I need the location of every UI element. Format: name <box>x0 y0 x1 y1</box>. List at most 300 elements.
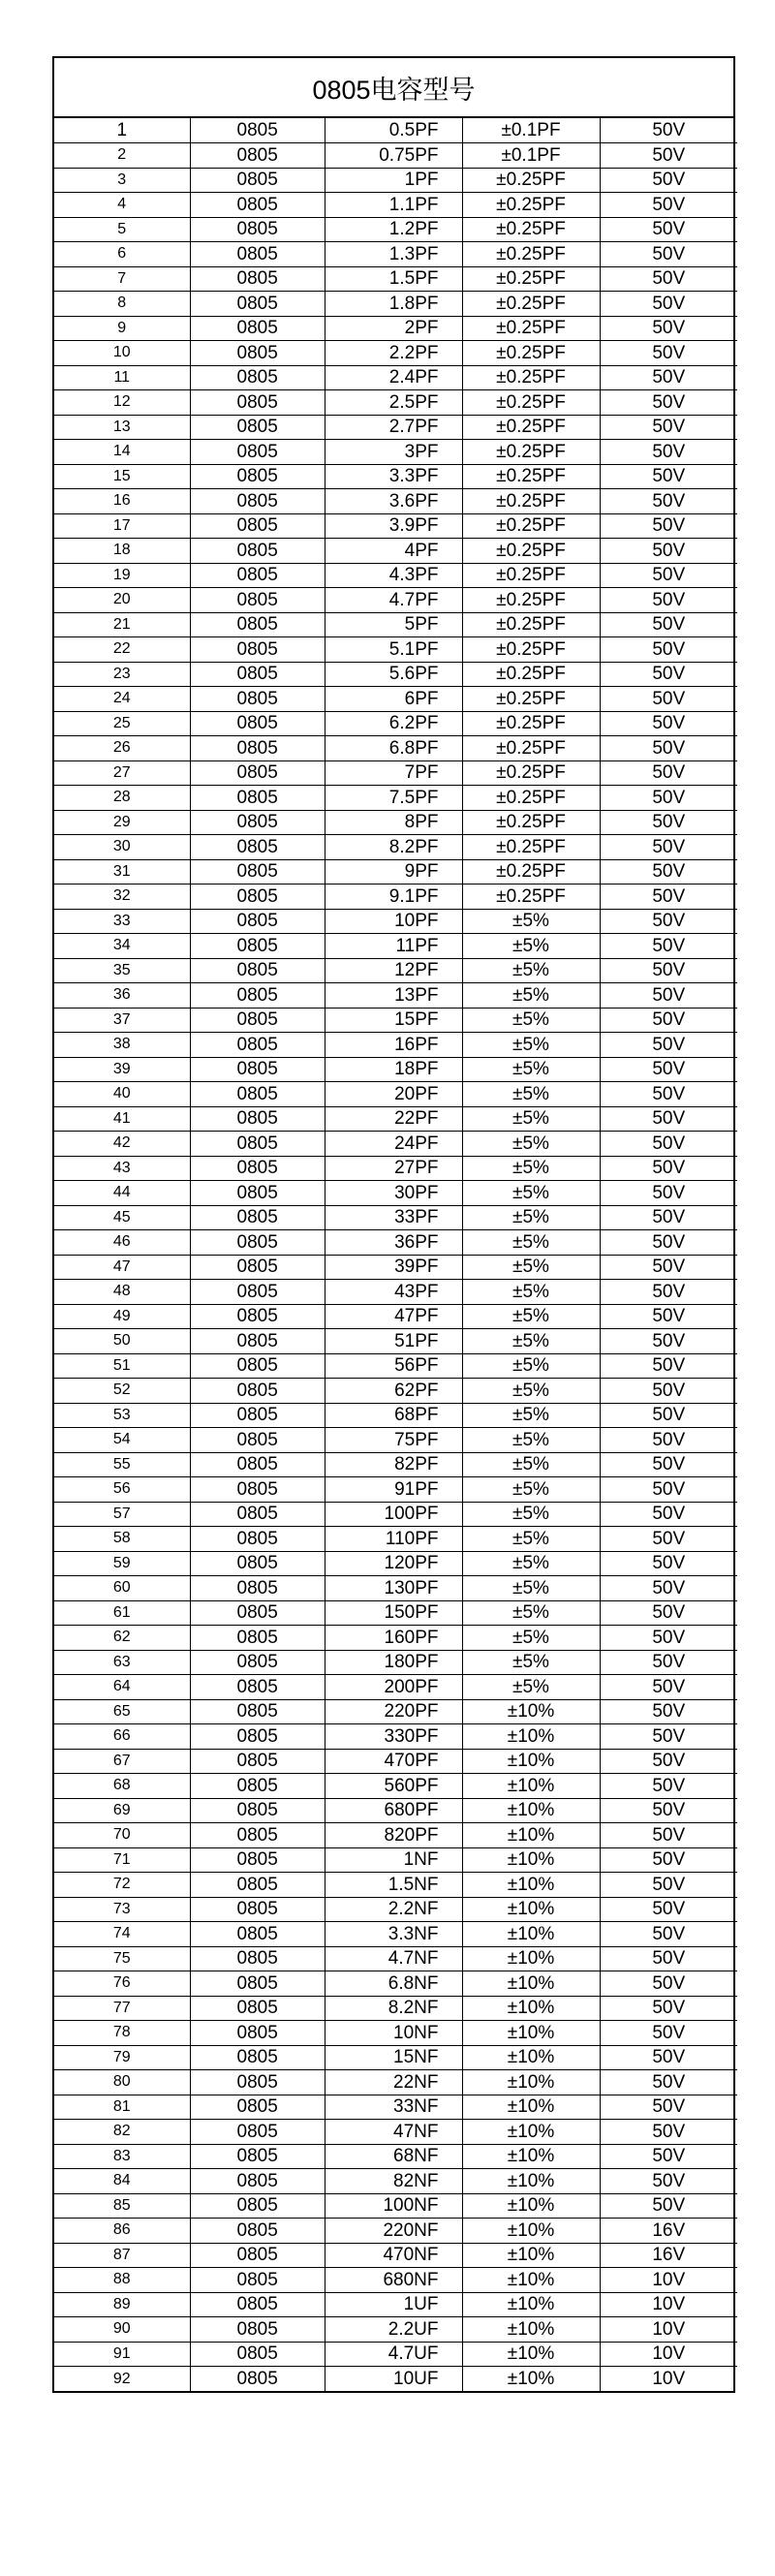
row-number: 21 <box>54 612 190 637</box>
table-row <box>54 2193 737 2219</box>
table-row <box>54 563 737 588</box>
capacitance-value: 39PF <box>325 1255 462 1280</box>
capacitance-value: 680PF <box>325 1798 462 1823</box>
capacitance-value: 4.7UF <box>325 2342 462 2367</box>
voltage-rating: 50V <box>600 934 737 959</box>
row-number: 6 <box>54 242 190 267</box>
capacitance-value: 3.3NF <box>325 1922 462 1947</box>
tolerance-value: ±0.25PF <box>462 316 600 341</box>
package-size: 0805 <box>190 118 325 143</box>
voltage-rating: 16V <box>600 2219 737 2244</box>
capacitance-value: 16PF <box>325 1033 462 1058</box>
row-number: 37 <box>54 1008 190 1033</box>
tolerance-value: ±0.25PF <box>462 440 600 465</box>
package-size: 0805 <box>190 662 325 687</box>
package-size: 0805 <box>190 1379 325 1404</box>
capacitance-value: 10UF <box>325 2367 462 2392</box>
capacitance-value: 1.3PF <box>325 242 462 267</box>
capacitor-table <box>54 118 737 2391</box>
tolerance-value: ±0.25PF <box>462 266 600 292</box>
capacitance-value: 20PF <box>325 1082 462 1107</box>
table-row <box>54 1873 737 1898</box>
capacitance-value: 2.4PF <box>325 365 462 390</box>
capacitance-value: 3.6PF <box>325 489 462 514</box>
table-row <box>54 1699 737 1724</box>
row-number: 64 <box>54 1675 190 1700</box>
table-row <box>54 612 737 637</box>
voltage-rating: 50V <box>600 1156 737 1181</box>
tolerance-value: ±0.25PF <box>462 637 600 663</box>
capacitance-value: 3.9PF <box>325 513 462 539</box>
voltage-rating: 50V <box>600 1452 737 1477</box>
row-number: 30 <box>54 835 190 860</box>
table-row <box>54 637 737 663</box>
package-size: 0805 <box>190 1353 325 1379</box>
package-size: 0805 <box>190 1082 325 1107</box>
table-row <box>54 1477 737 1503</box>
voltage-rating: 50V <box>600 2120 737 2145</box>
tolerance-value: ±5% <box>462 909 600 934</box>
voltage-rating: 50V <box>600 1329 737 1354</box>
tolerance-value: ±0.25PF <box>462 835 600 860</box>
voltage-rating: 50V <box>600 2021 737 2046</box>
tolerance-value: ±0.25PF <box>462 341 600 366</box>
capacitance-value: 4PF <box>325 539 462 564</box>
row-number: 54 <box>54 1428 190 1453</box>
package-size: 0805 <box>190 1996 325 2021</box>
table-row <box>54 934 737 959</box>
table-row <box>54 1353 737 1379</box>
row-number: 43 <box>54 1156 190 1181</box>
table-row <box>54 2144 737 2169</box>
tolerance-value: ±10% <box>462 2045 600 2070</box>
package-size: 0805 <box>190 242 325 267</box>
capacitance-value: 43PF <box>325 1280 462 1305</box>
row-number: 81 <box>54 2095 190 2120</box>
row-number: 19 <box>54 563 190 588</box>
table-row <box>54 440 737 465</box>
row-number: 75 <box>54 1946 190 1971</box>
voltage-rating: 50V <box>600 168 737 193</box>
voltage-rating: 50V <box>600 143 737 169</box>
table-row <box>54 588 737 613</box>
voltage-rating: 50V <box>600 1600 737 1626</box>
row-number: 50 <box>54 1329 190 1354</box>
package-size: 0805 <box>190 1626 325 1651</box>
package-size: 0805 <box>190 1403 325 1428</box>
tolerance-value: ±10% <box>462 1847 600 1873</box>
capacitance-value: 100NF <box>325 2193 462 2219</box>
package-size: 0805 <box>190 1181 325 1206</box>
capacitance-value: 12PF <box>325 958 462 983</box>
capacitance-value: 820PF <box>325 1823 462 1848</box>
voltage-rating: 50V <box>600 539 737 564</box>
row-number: 71 <box>54 1847 190 1873</box>
capacitance-value: 470NF <box>325 2243 462 2268</box>
capacitance-value: 3.3PF <box>325 464 462 489</box>
row-number: 65 <box>54 1699 190 1724</box>
tolerance-value: ±0.25PF <box>462 464 600 489</box>
table-row <box>54 958 737 983</box>
voltage-rating: 50V <box>600 1650 737 1675</box>
capacitance-value: 5PF <box>325 612 462 637</box>
tolerance-value: ±5% <box>462 1008 600 1033</box>
row-number: 25 <box>54 711 190 736</box>
table-row <box>54 415 737 440</box>
capacitance-value: 110PF <box>325 1527 462 1552</box>
voltage-rating: 50V <box>600 563 737 588</box>
tolerance-value: ±10% <box>462 2169 600 2194</box>
capacitance-value: 36PF <box>325 1230 462 1256</box>
table-row <box>54 464 737 489</box>
voltage-rating: 50V <box>600 464 737 489</box>
tolerance-value: ±10% <box>462 1922 600 1947</box>
tolerance-value: ±0.1PF <box>462 143 600 169</box>
row-number: 45 <box>54 1205 190 1230</box>
table-row <box>54 1230 737 1256</box>
capacitance-value: 4.7NF <box>325 1946 462 1971</box>
voltage-rating: 50V <box>600 266 737 292</box>
row-number: 24 <box>54 687 190 712</box>
tolerance-value: ±5% <box>462 1428 600 1453</box>
table-row <box>54 1551 737 1576</box>
package-size: 0805 <box>190 1304 325 1329</box>
package-size: 0805 <box>190 415 325 440</box>
row-number: 60 <box>54 1576 190 1601</box>
table-row <box>54 1205 737 1230</box>
tolerance-value: ±0.25PF <box>462 810 600 835</box>
voltage-rating: 50V <box>600 1798 737 1823</box>
table-row <box>54 118 737 143</box>
tolerance-value: ±0.25PF <box>462 193 600 218</box>
table-row <box>54 2268 737 2293</box>
table-row <box>54 2070 737 2095</box>
table-row <box>54 1033 737 1058</box>
row-number: 80 <box>54 2070 190 2095</box>
table-row <box>54 242 737 267</box>
row-number: 1 <box>54 118 190 143</box>
row-number: 49 <box>54 1304 190 1329</box>
row-number: 86 <box>54 2219 190 2244</box>
table-row <box>54 489 737 514</box>
voltage-rating: 50V <box>600 1922 737 1947</box>
tolerance-value: ±10% <box>462 2193 600 2219</box>
table-row <box>54 513 737 539</box>
voltage-rating: 50V <box>600 1379 737 1404</box>
package-size: 0805 <box>190 1576 325 1601</box>
capacitance-value: 9.1PF <box>325 885 462 910</box>
package-size: 0805 <box>190 2021 325 2046</box>
capacitance-value: 68NF <box>325 2144 462 2169</box>
tolerance-value: ±10% <box>462 1971 600 1997</box>
tolerance-value: ±5% <box>462 958 600 983</box>
capacitance-value: 51PF <box>325 1329 462 1354</box>
row-number: 16 <box>54 489 190 514</box>
row-number: 83 <box>54 2144 190 2169</box>
package-size: 0805 <box>190 1847 325 1873</box>
voltage-rating: 50V <box>600 885 737 910</box>
package-size: 0805 <box>190 266 325 292</box>
tolerance-value: ±0.1PF <box>462 118 600 143</box>
capacitance-value: 22NF <box>325 2070 462 2095</box>
capacitance-value: 22PF <box>325 1106 462 1132</box>
package-size: 0805 <box>190 539 325 564</box>
tolerance-value: ±5% <box>462 983 600 1009</box>
table-row <box>54 687 737 712</box>
table-row <box>54 2367 737 2392</box>
package-size: 0805 <box>190 1650 325 1675</box>
table-row <box>54 1650 737 1675</box>
package-size: 0805 <box>190 1946 325 1971</box>
package-size: 0805 <box>190 885 325 910</box>
row-number: 20 <box>54 588 190 613</box>
voltage-rating: 50V <box>600 1699 737 1724</box>
tolerance-value: ±5% <box>462 1230 600 1256</box>
capacitance-value: 7PF <box>325 760 462 786</box>
tolerance-value: ±5% <box>462 1132 600 1157</box>
row-number: 26 <box>54 736 190 761</box>
tolerance-value: ±0.25PF <box>462 786 600 811</box>
table-row <box>54 1971 737 1997</box>
capacitance-value: 120PF <box>325 1551 462 1576</box>
tolerance-value: ±0.25PF <box>462 539 600 564</box>
row-number: 77 <box>54 1996 190 2021</box>
row-number: 55 <box>54 1452 190 1477</box>
capacitance-value: 680NF <box>325 2268 462 2293</box>
row-number: 79 <box>54 2045 190 2070</box>
table-row <box>54 810 737 835</box>
voltage-rating: 50V <box>600 2144 737 2169</box>
tolerance-value: ±0.25PF <box>462 242 600 267</box>
capacitance-value: 11PF <box>325 934 462 959</box>
row-number: 59 <box>54 1551 190 1576</box>
tolerance-value: ±0.25PF <box>462 513 600 539</box>
voltage-rating: 50V <box>600 1527 737 1552</box>
capacitance-value: 560PF <box>325 1774 462 1799</box>
package-size: 0805 <box>190 390 325 416</box>
tolerance-value: ±5% <box>462 1304 600 1329</box>
voltage-rating: 50V <box>600 1551 737 1576</box>
package-size: 0805 <box>190 316 325 341</box>
table-row <box>54 859 737 885</box>
package-size: 0805 <box>190 513 325 539</box>
voltage-rating: 50V <box>600 1847 737 1873</box>
capacitance-value: 9PF <box>325 859 462 885</box>
package-size: 0805 <box>190 1724 325 1750</box>
package-size: 0805 <box>190 2095 325 2120</box>
voltage-rating: 50V <box>600 1749 737 1774</box>
table-row <box>54 1452 737 1477</box>
table-row <box>54 1403 737 1428</box>
package-size: 0805 <box>190 2243 325 2268</box>
voltage-rating: 50V <box>600 859 737 885</box>
voltage-rating: 10V <box>600 2268 737 2293</box>
package-size: 0805 <box>190 810 325 835</box>
package-size: 0805 <box>190 1280 325 1305</box>
tolerance-value: ±0.25PF <box>462 292 600 317</box>
table-row <box>54 1798 737 1823</box>
package-size: 0805 <box>190 1873 325 1898</box>
capacitance-value: 470PF <box>325 1749 462 1774</box>
package-size: 0805 <box>190 1897 325 1922</box>
capacitance-value: 18PF <box>325 1057 462 1082</box>
capacitance-value: 1.5NF <box>325 1873 462 1898</box>
voltage-rating: 50V <box>600 2045 737 2070</box>
capacitance-value: 24PF <box>325 1132 462 1157</box>
tolerance-value: ±5% <box>462 1255 600 1280</box>
package-size: 0805 <box>190 1230 325 1256</box>
voltage-rating: 50V <box>600 909 737 934</box>
capacitance-value: 30PF <box>325 1181 462 1206</box>
package-size: 0805 <box>190 563 325 588</box>
tolerance-value: ±5% <box>462 1106 600 1132</box>
package-size: 0805 <box>190 1600 325 1626</box>
capacitance-value: 6.8NF <box>325 1971 462 1997</box>
package-size: 0805 <box>190 2292 325 2317</box>
table-row <box>54 1156 737 1181</box>
tolerance-value: ±5% <box>462 1502 600 1527</box>
table-row <box>54 390 737 416</box>
voltage-rating: 50V <box>600 1823 737 1848</box>
package-size: 0805 <box>190 2317 325 2343</box>
capacitance-value: 82PF <box>325 1452 462 1477</box>
table-row <box>54 1008 737 1033</box>
voltage-rating: 50V <box>600 1057 737 1082</box>
voltage-rating: 50V <box>600 193 737 218</box>
table-row <box>54 1675 737 1700</box>
tolerance-value: ±10% <box>462 2342 600 2367</box>
package-size: 0805 <box>190 1255 325 1280</box>
voltage-rating: 50V <box>600 1724 737 1750</box>
tolerance-value: ±5% <box>462 1576 600 1601</box>
table-row <box>54 1527 737 1552</box>
row-number: 15 <box>54 464 190 489</box>
tolerance-value: ±5% <box>462 1626 600 1651</box>
row-number: 88 <box>54 2268 190 2293</box>
table-row <box>54 1626 737 1651</box>
tolerance-value: ±0.25PF <box>462 736 600 761</box>
tolerance-value: ±0.25PF <box>462 612 600 637</box>
row-number: 72 <box>54 1873 190 1898</box>
table-row <box>54 1922 737 1947</box>
capacitance-value: 150PF <box>325 1600 462 1626</box>
tolerance-value: ±10% <box>462 2070 600 2095</box>
capacitance-value: 2.2NF <box>325 1897 462 1922</box>
tolerance-value: ±5% <box>462 1675 600 1700</box>
row-number: 35 <box>54 958 190 983</box>
capacitance-value: 10PF <box>325 909 462 934</box>
row-number: 23 <box>54 662 190 687</box>
package-size: 0805 <box>190 1527 325 1552</box>
row-number: 46 <box>54 1230 190 1256</box>
row-number: 61 <box>54 1600 190 1626</box>
row-number: 56 <box>54 1477 190 1503</box>
package-size: 0805 <box>190 1106 325 1132</box>
package-size: 0805 <box>190 958 325 983</box>
voltage-rating: 50V <box>600 588 737 613</box>
table-row <box>54 539 737 564</box>
package-size: 0805 <box>190 612 325 637</box>
capacitance-value: 6.8PF <box>325 736 462 761</box>
package-size: 0805 <box>190 1452 325 1477</box>
voltage-rating: 50V <box>600 118 737 143</box>
row-number: 12 <box>54 390 190 416</box>
table-row <box>54 1946 737 1971</box>
package-size: 0805 <box>190 711 325 736</box>
capacitance-value: 0.75PF <box>325 143 462 169</box>
table-row <box>54 2021 737 2046</box>
row-number: 32 <box>54 885 190 910</box>
capacitance-value: 1.5PF <box>325 266 462 292</box>
table-row <box>54 1823 737 1848</box>
tolerance-value: ±0.25PF <box>462 563 600 588</box>
row-number: 85 <box>54 2193 190 2219</box>
capacitance-value: 33NF <box>325 2095 462 2120</box>
row-number: 74 <box>54 1922 190 1947</box>
table-row <box>54 983 737 1009</box>
tolerance-value: ±5% <box>462 1403 600 1428</box>
row-number: 76 <box>54 1971 190 1997</box>
package-size: 0805 <box>190 168 325 193</box>
row-number: 69 <box>54 1798 190 1823</box>
voltage-rating: 50V <box>600 1033 737 1058</box>
tolerance-value: ±0.25PF <box>462 168 600 193</box>
row-number: 9 <box>54 316 190 341</box>
capacitance-value: 5.6PF <box>325 662 462 687</box>
voltage-rating: 50V <box>600 1576 737 1601</box>
row-number: 62 <box>54 1626 190 1651</box>
row-number: 17 <box>54 513 190 539</box>
table-body <box>54 118 737 2391</box>
capacitance-value: 130PF <box>325 1576 462 1601</box>
table-row <box>54 2095 737 2120</box>
row-number: 58 <box>54 1527 190 1552</box>
row-number: 36 <box>54 983 190 1009</box>
table-row <box>54 1057 737 1082</box>
row-number: 2 <box>54 143 190 169</box>
tolerance-value: ±10% <box>462 1946 600 1971</box>
voltage-rating: 50V <box>600 1082 737 1107</box>
tolerance-value: ±10% <box>462 2144 600 2169</box>
tolerance-value: ±0.25PF <box>462 859 600 885</box>
capacitance-value: 1NF <box>325 1847 462 1873</box>
tolerance-value: ±5% <box>462 1082 600 1107</box>
voltage-rating: 50V <box>600 1897 737 1922</box>
capacitance-value: 7.5PF <box>325 786 462 811</box>
voltage-rating: 50V <box>600 292 737 317</box>
package-size: 0805 <box>190 736 325 761</box>
voltage-rating: 50V <box>600 1873 737 1898</box>
tolerance-value: ±5% <box>462 1452 600 1477</box>
capacitance-value: 1UF <box>325 2292 462 2317</box>
table-row <box>54 2120 737 2145</box>
table-row <box>54 1724 737 1750</box>
capacitance-value: 10NF <box>325 2021 462 2046</box>
table-row <box>54 1379 737 1404</box>
voltage-rating: 50V <box>600 1996 737 2021</box>
capacitance-value: 1.2PF <box>325 217 462 242</box>
voltage-rating: 50V <box>600 1971 737 1997</box>
voltage-rating: 50V <box>600 1774 737 1799</box>
package-size: 0805 <box>190 1502 325 1527</box>
package-size: 0805 <box>190 1675 325 1700</box>
row-number: 67 <box>54 1749 190 1774</box>
voltage-rating: 10V <box>600 2317 737 2343</box>
table-row <box>54 143 737 169</box>
voltage-rating: 50V <box>600 1230 737 1256</box>
tolerance-value: ±5% <box>462 1379 600 1404</box>
table-row <box>54 786 737 811</box>
